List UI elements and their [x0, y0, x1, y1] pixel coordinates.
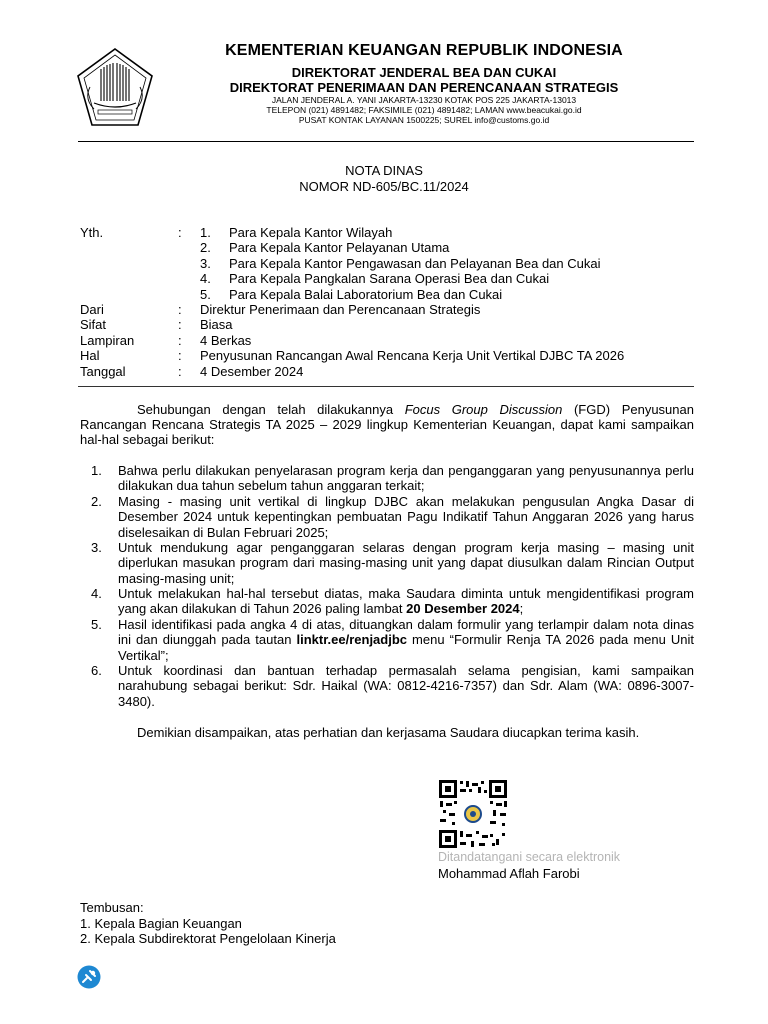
attachment-value: 4 Berkas: [200, 333, 252, 348]
nature-label: Sifat: [80, 317, 107, 332]
list-item: Untuk melakukan hal-hal tersebut diatas, maka Saudara diminta untuk mengidentifikasi program yang akan dilakukan di Tahun 2026 paling lambat 20 Desember 2024;: [118, 586, 694, 617]
from-colon: :: [178, 302, 182, 317]
recipient-number: 4.: [200, 271, 211, 286]
recipient-number: 3.: [200, 256, 211, 271]
recipient-item: Para Kepala Pangkalan Sarana Operasi Bea dan Cukai: [229, 271, 550, 286]
list-number: 5.: [91, 617, 102, 632]
qr-code-icon: [438, 779, 508, 849]
date-value: 4 Desember 2024: [200, 364, 304, 379]
list-number: 4.: [91, 586, 102, 601]
date-label: Tanggal: [80, 364, 126, 379]
copies-item: 2. Kepala Subdirektorat Pengelolaan Kinerja: [80, 931, 336, 946]
upload-link[interactable]: linktr.ee/renjadjbc: [296, 632, 408, 648]
signatory-name: Mohammad Aflah Farobi: [438, 866, 580, 881]
ministry-name: KEMENTERIAN KEUANGAN REPUBLIK INDONESIA: [225, 42, 623, 59]
copies-label: Tembusan:: [80, 900, 144, 915]
yth-label: Yth.: [80, 225, 104, 240]
memo-number: NOMOR ND-605/BC.11/2024: [299, 179, 469, 194]
list-number: 2.: [91, 494, 102, 509]
from-value: Direktur Penerimaan dan Perencanaan Strategis: [200, 302, 481, 317]
meta-divider: [78, 386, 694, 387]
recipient-item: Para Kepala Kantor Pengawasan dan Pelayanan Bea dan Cukai: [229, 256, 601, 271]
list-item: Untuk mendukung agar penganggaran selaras dengan program kerja masing – masing unit diperlukan masukan program dari masing-masing unit yang dapat diusulkan dalam Rincian Output masing-masing unit;: [118, 540, 694, 586]
signature-caption: Ditandatangani secara elektronik: [438, 850, 621, 864]
list-number: 6.: [91, 663, 102, 678]
attachment-label: Lampiran: [80, 333, 135, 348]
recipient-item: Para Kepala Kantor Pelayanan Utama: [229, 240, 450, 255]
ministry-emblem-icon: [74, 47, 156, 129]
directorate-name: DIREKTORAT PENERIMAAN DAN PERENCANAAN STRATEGIS: [229, 80, 619, 95]
list-item: Hasil identifikasi pada angka 4 di atas, dituangkan dalam formulir yang terlampir dalam nota dinas ini dan diunggah pada tautan linktr.ee/renjadjbc menu “Formulir Renja TA 2026 pada menu Unit Vertikal”;: [118, 617, 694, 663]
contact-service-line: PUSAT KONTAK LAYANAN 1500225; SUREL info@customs.go.id: [298, 115, 550, 125]
recipient-number: 5.: [200, 287, 211, 302]
memo-title: NOTA DINAS: [345, 163, 423, 178]
recipient-item: Para Kepala Balai Laboratorium Bea dan Cukai: [229, 287, 503, 302]
letterhead-divider: [78, 141, 694, 142]
attachment-colon: :: [178, 333, 182, 348]
copies-item: 1. Kepala Bagian Keuangan: [80, 916, 242, 931]
recipient-item: Para Kepala Kantor Wilayah: [229, 225, 393, 240]
list-number: 3.: [91, 540, 102, 555]
directorate-general-name: DIREKTORAT JENDERAL BEA DAN CUKAI: [291, 65, 557, 80]
list-item: Untuk koordinasi dan bantuan terhadap permasalah selama pengisian, kami sampaikan narahubung sebagai berikut: Sdr. Haikal (WA: 0812-4216-7357) dan Sdr. Alam (WA: 0896-3007-3480).: [118, 663, 694, 709]
subject-label: Hal: [80, 348, 100, 363]
list-item: Masing - masing unit vertikal di lingkup DJBC akan melakukan pengusulan Angka Dasar di Desember 2024 untuk kepentingkan pembuatan Pagu Indikatif Tahun Anggaran 2026 yang harus diselesaikan di Bulan Februari 2025;: [118, 494, 694, 540]
yth-colon: :: [178, 225, 182, 240]
subject-value: Penyusunan Rancangan Awal Rencana Kerja Unit Vertikal DJBC TA 2026: [200, 348, 625, 363]
nature-value: Biasa: [200, 317, 233, 332]
address-line: JALAN JENDERAL A. YANI JAKARTA-13230 KOTAK POS 225 JAKARTA-13013: [271, 95, 577, 105]
fgd-term: Focus Group Discussion: [404, 402, 563, 417]
recipient-number: 2.: [200, 240, 211, 255]
list-number: 1.: [91, 463, 102, 478]
recipient-number: 1.: [200, 225, 211, 240]
closing-paragraph: Demikian disampaikan, atas perhatian dan kerjasama Saudara diucapkan terima kasih.: [137, 725, 640, 740]
subject-colon: :: [178, 348, 182, 363]
electronic-signature-badge-icon: [77, 965, 101, 989]
list-item: Bahwa perlu dilakukan penyelarasan program kerja dan penganggaran yang penyusunannya perlu dilakukan dua tahun sebelum tahun anggaran terkait;: [118, 463, 694, 494]
intro-paragraph: Sehubungan dengan telah dilakukannya Focus Group Discussion (FGD) Penyusunan Rancangan Rencana Strategis TA 2025 – 2029 lingkup Kementerian Keuangan, dapat kami sampaikan hal-hal sebagai berikut:: [80, 402, 694, 447]
nature-colon: :: [178, 317, 182, 332]
date-colon: :: [178, 364, 182, 379]
from-label: Dari: [80, 302, 104, 317]
contact-phone-line: TELEPON (021) 4891482; FAKSIMILE (021) 4891482; LAMAN www.beacukai.go.id: [266, 105, 582, 115]
deadline-date: 20 Desember 2024: [406, 601, 520, 617]
